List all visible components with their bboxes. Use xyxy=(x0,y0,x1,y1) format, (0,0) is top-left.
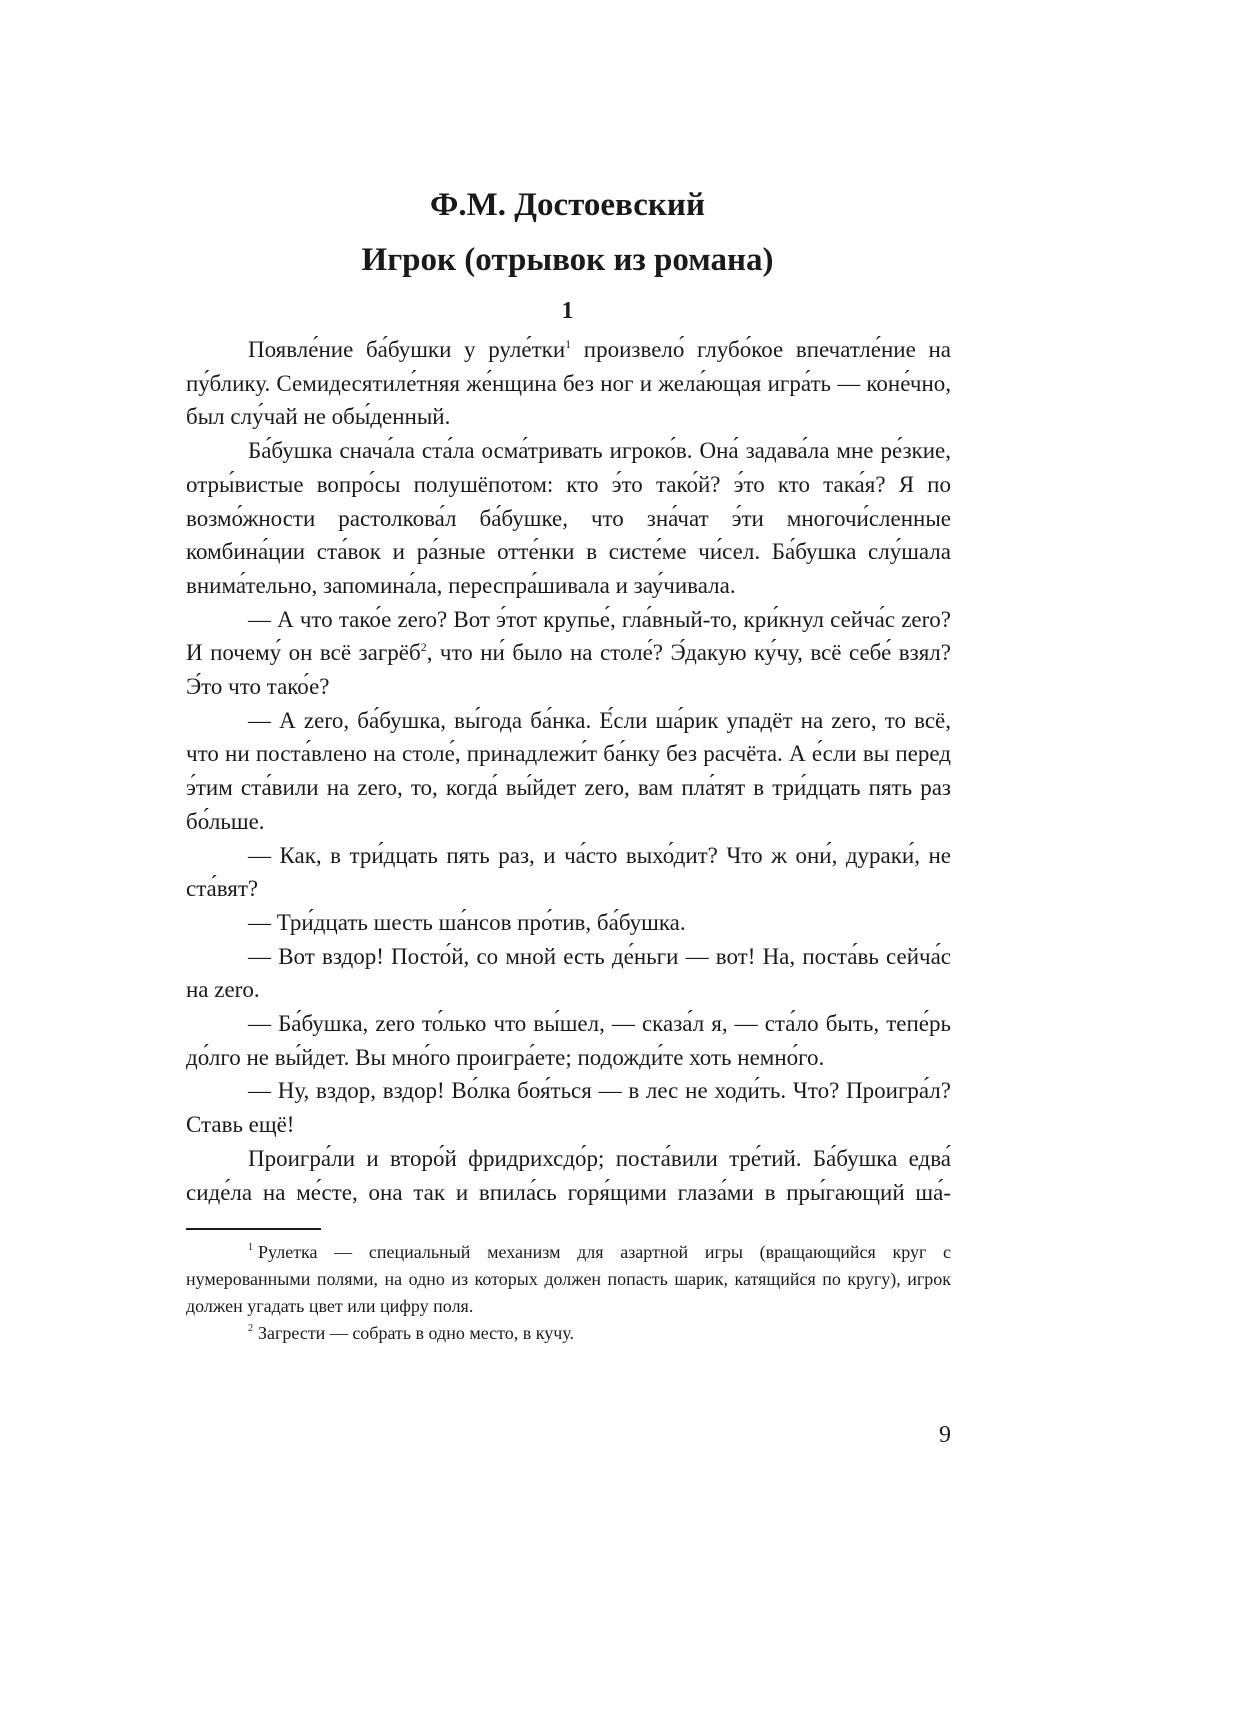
paragraph: Проигра́ли и второ́й фридрихсдо́р; поста́вили тре́тий. Ба́бушка едва́ сиде́ла на ме́сте, она так и впила́сь горя́щими глаза́ми в пры́гающий ша́- xyxy=(186,1145,951,1205)
chapter-number: 1 xyxy=(561,298,574,324)
paragraph: — Ну, вздор, вздор! Во́лка боя́ться — в лес не ходи́ть. Что? Проигра́л? Ставь ещё! xyxy=(186,1078,951,1138)
paragraph: — А что тако́е zero? Вот э́тот крупье́, гла́вный-то, кри́кнул сейча́с zero? И почему́ он всё загрёб$^2$, что ни́ было на столе́? Э́дакую ку́чу, всё себе́ взял? Э́то что тако́е? xyxy=(186,606,951,700)
footnote-2: $^2$ Загрести — собрать в одно место, в кучу. xyxy=(248,1323,575,1343)
paragraph: Ба́бушка снача́ла ста́ла осма́тривать игроко́в. Она́ задава́ла мне ре́зкие, отры́вистые вопро́сы полушёпотом: кто э́то тако́й? э́то кто така́я? Я по возмо́жности растолкова́л ба́бушке, что зна́чат э́ти многочи́сленные комбина́ции ста́вок и ра́зные отте́нки в систе́ме чи́сел. Ба́бушка слу́шала внима́тельно, запомина́ла, переспра́шивала и зау́чивала. xyxy=(186,438,951,598)
footnote-mark: 1 xyxy=(248,1242,253,1253)
footnote-1: $^1$ Рулетка — специальный механизм для азартной игры (вращающийся круг с нумерованными полями, на одно из которых должен попасть шарик, катящийся по кругу), игрок должен угадать цвет или цифру поля. xyxy=(186,1242,951,1316)
footnote-mark: 2 xyxy=(248,1323,253,1334)
main-text xyxy=(186,333,951,1209)
paragraph: — А zero, ба́бушка, вы́года ба́нка. Е́сли ша́рик упадёт на zero, то всё, что ни поста́влено на столе́, принадлежи́т ба́нку без расчёта. А е́сли вы перед э́тим ста́вили на zero, то, когда́ вы́йдет zero, вам пла́тят в три́дцать пять раз бо́льше. xyxy=(186,707,951,834)
paragraph: — Вот вздор! Посто́й, со мной есть де́ньги — вот! На, поста́вь сейча́с на zero. xyxy=(186,943,951,1003)
footnote-divider xyxy=(186,1228,321,1230)
author-heading: Ф.М. Достоевский xyxy=(430,187,705,223)
footnotes xyxy=(186,1239,951,1347)
paragraph: — Как, в три́дцать пять раз, и ча́сто выхо́дит? Что ж они́, дураки́, не ста́вят? xyxy=(186,842,951,902)
paragraph: — Ба́бушка, zero то́лько что вы́шел, — сказа́л я, — ста́ло быть, тепе́рь до́лго не вы́йдет. Вы мно́го проигра́ете; подожди́те хоть немно́го. xyxy=(186,1011,951,1070)
page-number: 9 xyxy=(939,1422,951,1448)
work-title: Игрок (отрывок из романа) xyxy=(361,242,774,278)
paragraph: Появле́ние ба́бушки у руле́тки$^1$ произвело́ глубо́кое впечатле́ние на пу́блику. Семидесятиле́тняя же́нщина без ног и жела́ющая игра́ть — коне́чно, был слу́чай не обы́денный. xyxy=(186,337,951,430)
paragraph: — Три́дцать шесть ша́нсов про́тив, ба́бушка. xyxy=(248,909,686,935)
footnote-ref-2: 2 xyxy=(420,640,427,655)
footnote-ref-1: 1 xyxy=(565,337,572,351)
